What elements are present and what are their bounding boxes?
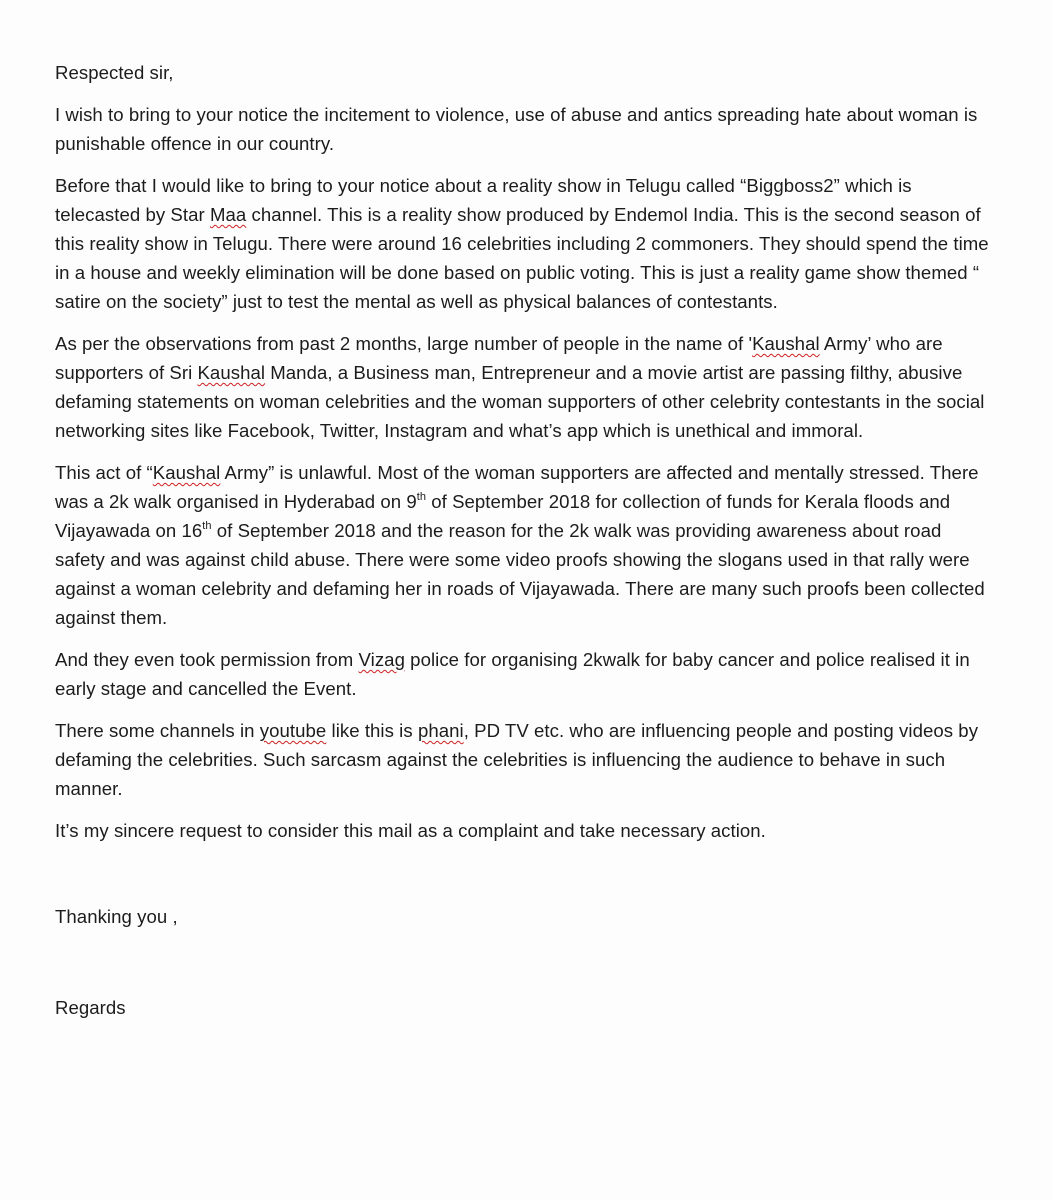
ordinal-suffix: th <box>202 519 212 532</box>
spacer <box>55 944 990 993</box>
paragraph-unlawful-act <box>55 458 990 632</box>
letter-body <box>55 58 990 1035</box>
misspelled-word: Maa <box>209 204 247 225</box>
paragraph-biggboss <box>55 171 990 316</box>
paragraph-channels <box>55 716 990 803</box>
text-segment: Manda, a Business man, Entrepreneur and a movie artist are passing filthy, abusive defaming statements on woman celebrities and the woman supporters of other celebrity contestants in the social networking sites like Facebook, Twitter, Instagram and what’s app which is unethical and immoral. <box>55 362 985 441</box>
closing-thanks: Thanking you , <box>55 906 178 927</box>
text-segment: And they even took permission from <box>55 649 359 670</box>
misspelled-word: Kaushal <box>752 333 820 354</box>
text-segment: This act of “ <box>55 462 153 483</box>
paragraph-observations <box>55 329 990 445</box>
text-segment: As per the observations from past 2 months, large number of people in the name of ' <box>55 333 753 354</box>
paragraph-notice: I wish to bring to your notice the incitement to violence, use of abuse and antics spreading hate about woman is punishable offence in our country. <box>55 104 978 154</box>
misspelled-word: youtube <box>259 720 327 741</box>
text-segment: police for organising 2kwalk for baby cancer and police realised it in early stage and cancelled the Event. <box>55 649 970 699</box>
text-segment: like this is <box>326 720 418 741</box>
misspelled-word: Kaushal <box>197 362 266 383</box>
text-segment: , PD TV etc. who are influencing people and posting videos by defaming the celebrities. Such sarcasm against the celebrities is influencing the audience to behave in such manner. <box>55 720 979 799</box>
salutation: Respected sir, <box>55 62 174 83</box>
text-segment: of September 2018 for collection of funds for Kerala floods and Vijayawada on 16 <box>55 491 951 541</box>
text-segment: of September 2018 and the reason for the 2k walk was providing awareness about road safety and was against child abuse. There were some video proofs showing the slogans used in that rally were against a woman celebrity and defaming her in roads of Vijayawada. There are many such proofs been collected against them. <box>55 520 985 628</box>
text-segment: Army’ who are supporters of Sri <box>55 333 943 383</box>
misspelled-word: Kaushal <box>152 462 221 483</box>
text-segment: channel. This is a reality show produced by Endemol India. This is the second season of this reality show in Telugu. There were around 16 celebrities including 2 commoners. They should spend the time in a house and weekly elimination will be done based on public voting. This is just a reality game show themed “ satire on the society” just to test the mental as well as physical balances of contestants. <box>55 204 989 312</box>
text-segment: Army” is unlawful. Most of the woman supporters are affected and mentally stressed. There was a 2k walk organised in Hyderabad on 9 <box>55 462 979 512</box>
misspelled-word: phani <box>417 720 464 741</box>
ordinal-suffix: th <box>416 490 427 503</box>
closing-regards: Regards <box>55 997 126 1018</box>
spacer <box>55 858 990 902</box>
paragraph-request: It’s my sincere request to consider this mail as a complaint and take necessary action. <box>55 820 766 841</box>
text-segment: There some channels in <box>55 720 260 741</box>
text-segment: Before that I would like to bring to your notice about a reality show in Telugu called “Biggboss2” which is telecasted by Star <box>55 175 912 225</box>
paragraph-vizag <box>55 645 990 703</box>
misspelled-word: Vizag <box>358 649 405 670</box>
